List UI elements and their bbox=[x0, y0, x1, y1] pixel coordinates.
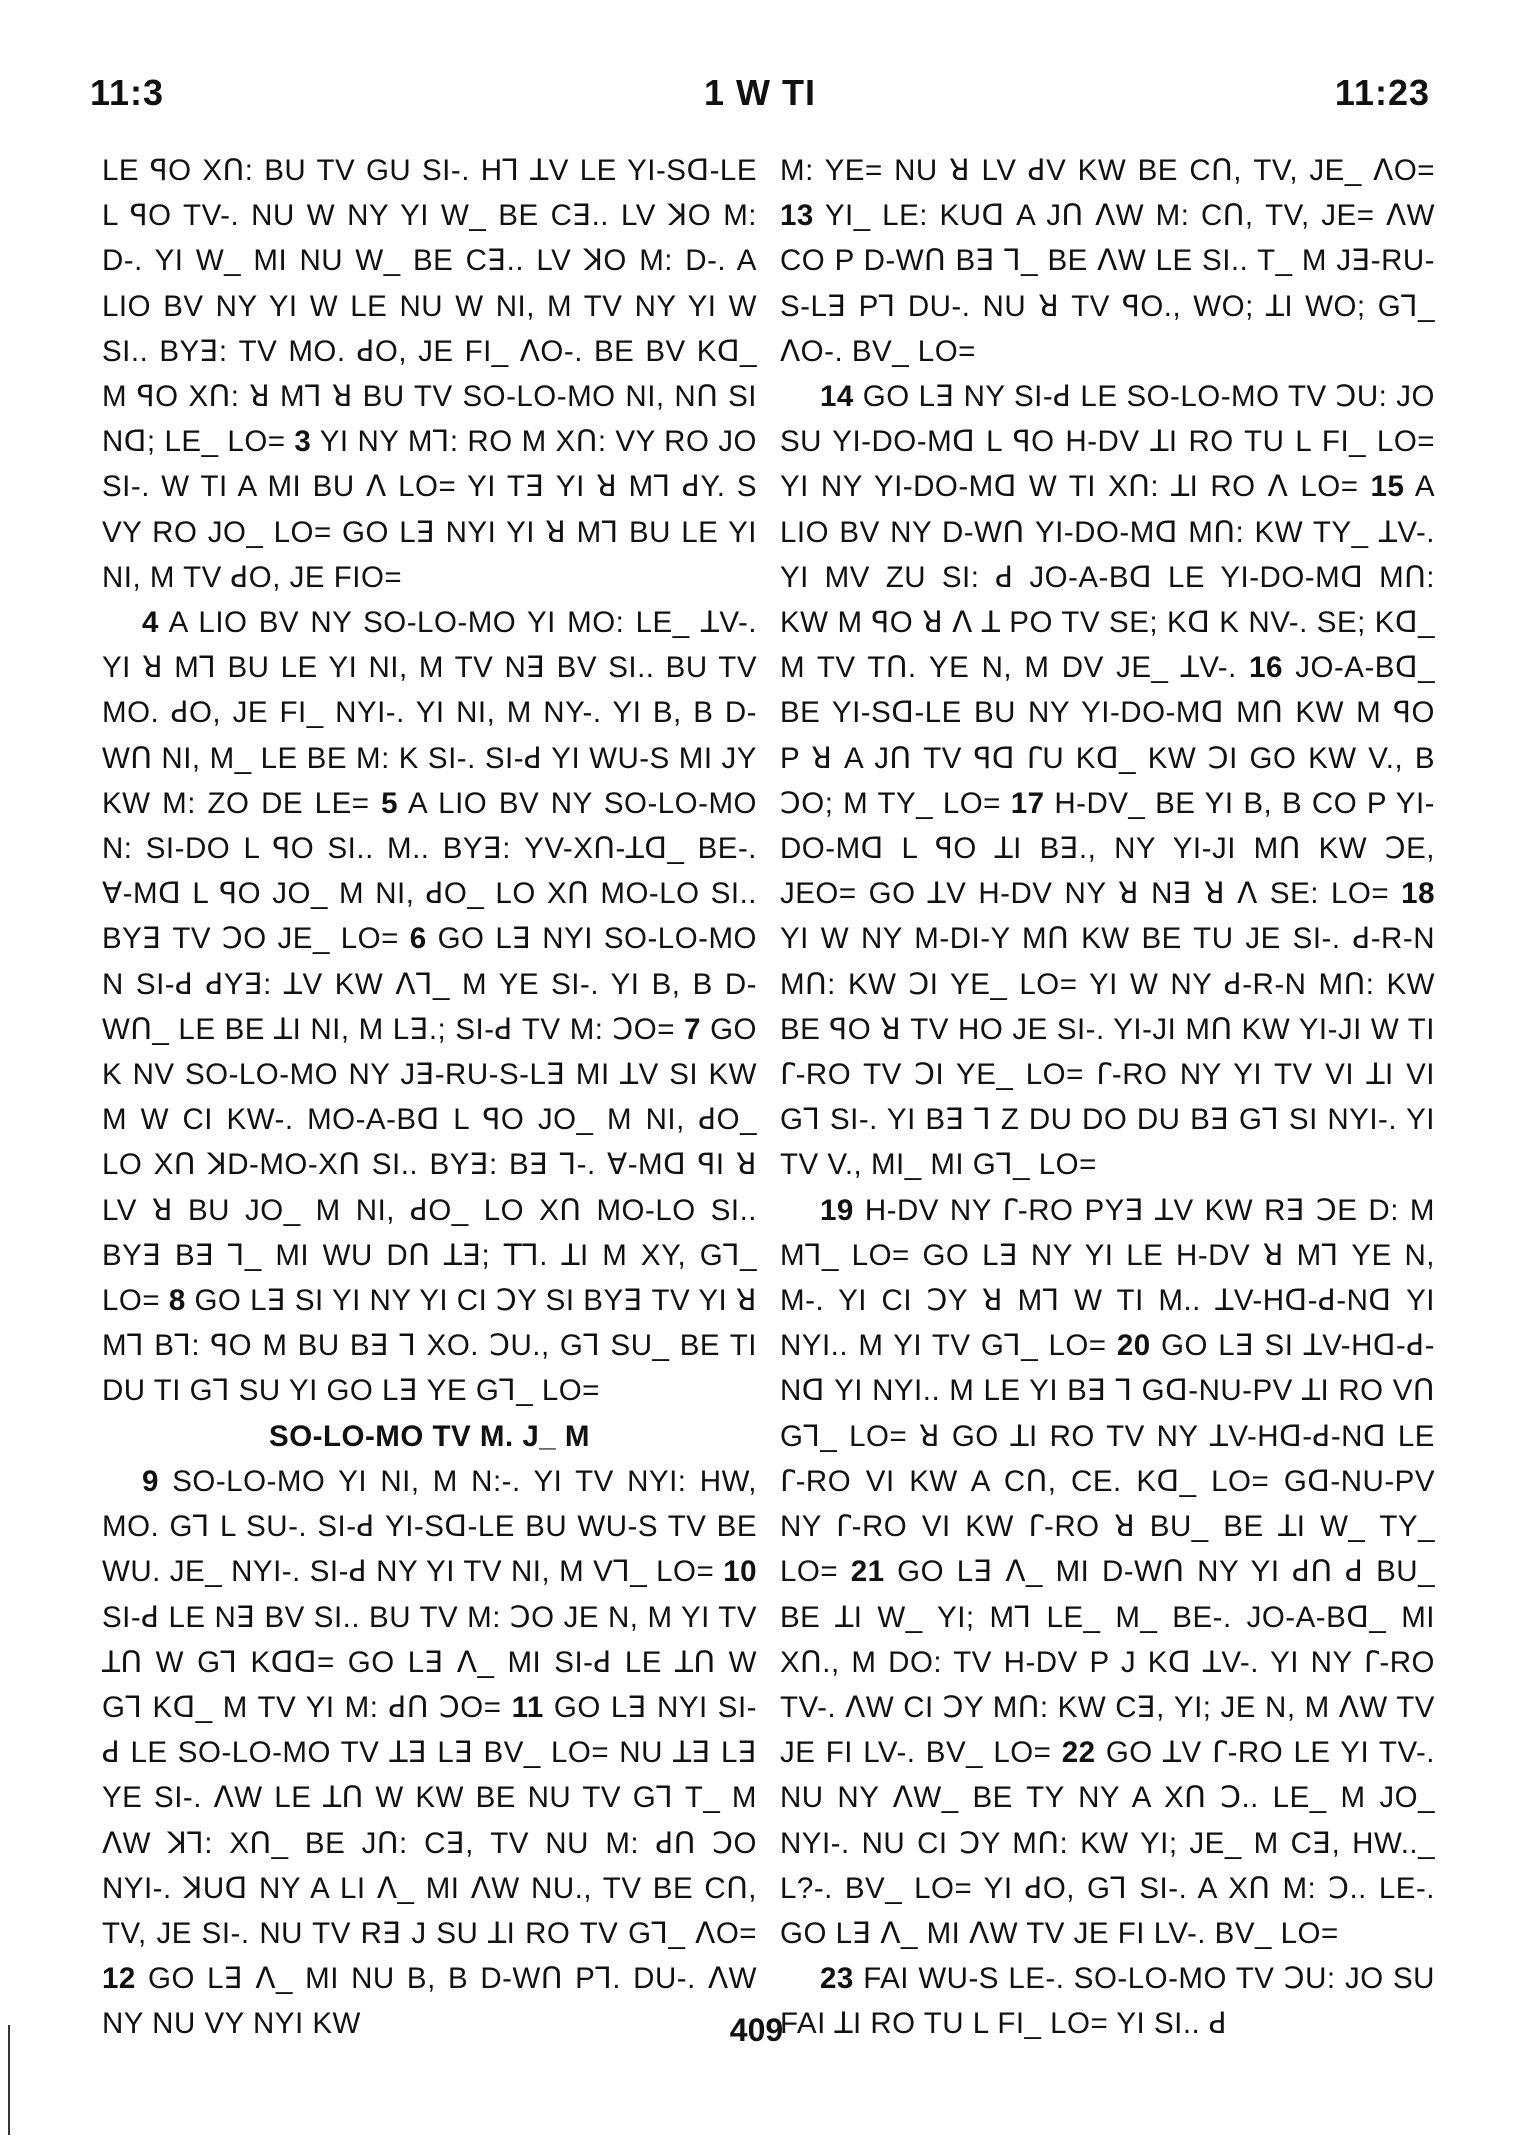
verse-number: 13 bbox=[780, 199, 814, 233]
text-run: GO Lꓱ NYI SO-LO-MO N SI-ꓒ ꓒYꓱ: ꓕV KW ꓥꓶ_ M YE SI-. YI B, B D-WՈ_ LE BE ꓕI NI, M Lꓱ.; SI-ꓒ TV M: ꓛO= bbox=[102, 922, 757, 1046]
text-run: LE ꟼO XՈ: BU TV GU SI-. Hꓶ ꓕV LE YI-Sꓷ-LE L ꟼO TV-. NU W NY YI W_ BE Cꓱ.. LV ꓘO M: D-. YI W_ MI NU W_ BE Cꓱ.. LV ꓘO M: D-. A LIO BV NY YI W LE NU W NI, M TV NY YI W SI.. BYꓱ: TV MO. ꓒO, JE FI_ ꓥO-. BE BV Kꓷ_ M ꟼO XՈ: ꓤ Mꓶ ꓤ BU TV SO-LO-MO NI, NՈ SI Nꓷ; LE_ LO= bbox=[102, 154, 757, 459]
page-number: 409 bbox=[729, 2012, 784, 2048]
verse-number: 14 bbox=[820, 380, 854, 414]
verse-number: 18 bbox=[1401, 877, 1435, 911]
right-text-column bbox=[780, 148, 1435, 2047]
verse-number: 21 bbox=[850, 1555, 885, 1589]
verse-number: 3 bbox=[294, 425, 312, 459]
text-run: GO Lꓱ ꓥ_ MI D-WՈ NY YI ꓒՈ ꓒ BU_ BE ꓕI W_ YI; Mꓶ LE_ M_ BE-. JO-A-Bꓷ_ MI XՈ., M DO: TV H-DV P J Kꓷ ꓕV-. YI NY ꓩ-RO TV-. ꓥW CI ꓛY MՈ: KW Cꓱ, YI; JE N, M ꓥW TV JE FI LV-. BV_ LO= bbox=[780, 1555, 1435, 1770]
verse-number: 10 bbox=[723, 1555, 758, 1589]
header-right-reference: 11:23 bbox=[1334, 72, 1430, 113]
text-run: H-DV NY ꓩ-RO PYꓱ ꓕV KW Rꓱ ꓛE D: M Mꓶ_ LO= GO Lꓱ NY YI LE H-DV ꓤ Mꓶ YE N, M-. YI CI ꓛY ꓤ Mꓶ W TI M.. ꓕV-Hꓷ-ꓒ-Nꓷ YI NYI.. M YI TV Gꓶ_ LO= bbox=[780, 1193, 1435, 1363]
text-run: A LIO BV NY SO-LO-MO N: SI-DO L ꟼO SI.. M.. BYꓱ: YV-XՈ-ꓕꓷ_ BE-. ꓯ-Mꓷ L ꟼO JO_ M NI, ꓒO_ LO XՈ MO-LO SI.. BYꓱ TV ꓛO JE_ LO= bbox=[102, 786, 757, 956]
text-run: SI-ꓒ LE Nꓱ BV SI.. BU TV M: ꓛO JE N, M YI TV ꓕՈ W Gꓶ Kꓷꓷ= GO Lꓱ ꓥ_ MI SI-ꓒ LE ꓕՈ W Gꓶ Kꓷ_ M TV YI M: ꓒՈ ꓛO= bbox=[102, 1600, 757, 1724]
text-run: YI W NY M-DI-Y MՈ KW BE TU JE SI-. ꓒ-R-N MՈ: KW ꓛI YE_ LO= YI W NY ꓒ-R-N MՈ: KW BE ꟼO ꓤ TV HO JE SI-. YI-JI MՈ KW YI-JI W TI ꓩ-RO TV ꓛI YE_ LO= ꓩ-RO NY YI TV VI ꓕI VI Gꓶ SI-. YI Bꓱ ꓶ Z DU DO DU Bꓱ Gꓶ SI NYI-. YI TV V., MI_ MI Gꓶ_ LO= bbox=[780, 922, 1435, 1182]
verse-number: 6 bbox=[409, 922, 427, 956]
text-run: GO Lꓱ SI ꓕV-Hꓷ-ꓒ-Nꓷ YI NYI.. M LE YI Bꓱ ꓶ Gꓷ-NU-PV ꓕI RO VՈ Gꓶ_ LO= ꓤ GO ꓕI RO TV NY ꓕV-Hꓷ-ꓒ-Nꓷ LE ꓩ-RO VI KW A CՈ, CE. Kꓷ_ LO= Gꓷ-NU-PV NY ꓩ-RO VI KW ꓩ-RO ꓤ BU_ BE ꓕI W_ TY_ LO= bbox=[780, 1329, 1435, 1589]
verse-number: 19 bbox=[820, 1193, 854, 1227]
paragraph bbox=[780, 374, 1435, 1188]
paragraph bbox=[102, 600, 757, 1414]
text-run: SO-LO-MO YI NI, M N:-. YI TV NYI: HW, MO. Gꓶ L SU-. SI-ꓒ YI-Sꓷ-LE BU WU-S TV BE WU. JE_ NYI-. SI-ꓒ NY YI TV NI, M Vꓶ_ LO= bbox=[102, 1464, 757, 1589]
header-book-title: 1 W TI bbox=[704, 72, 816, 113]
verse-number: 15 bbox=[1370, 470, 1405, 504]
paragraph bbox=[102, 1459, 757, 2047]
verse-number: 11 bbox=[511, 1690, 544, 1724]
text-run: A LIO BV NY D-WՈ YI-DO-Mꓷ MՈ: KW TY_ ꓕV-. YI MV ZU SI: ꓒ JO-A-Bꓷ LE YI-DO-Mꓷ MՈ: KW M ꟼO ꓤ ꓥ ꓕ PO TV SE; Kꓷ K NV-. SE; Kꓷ_ M TV TՈ. YE N, M DV JE_ ꓕV-. bbox=[780, 470, 1435, 685]
running-header bbox=[90, 72, 1430, 122]
verse-number: 17 bbox=[1010, 786, 1045, 820]
text-run: GO Lꓱ NY SI-ꓒ LE SO-LO-MO TV ꓛU: JO SU YI-DO-Mꓷ L ꟼO H-DV ꓕI RO TU L FI_ LO= YI NY YI-DO-Mꓷ W TI XՈ: ꓕI RO ꓥ LO= bbox=[780, 380, 1436, 504]
verse-number: 20 bbox=[1116, 1329, 1151, 1363]
left-text-column bbox=[102, 148, 757, 2047]
paragraph bbox=[780, 1188, 1435, 1956]
text-run: H-DV_ BE YI B, B CO P YI-DO-Mꓷ L ꟼO ꓕI Bꓱ., NY YI-JI MՈ KW ꓛE, JEO= GO ꓕV H-DV NY ꓤ Nꓱ ꓤ ꓥ SE: LO= bbox=[780, 786, 1436, 911]
margin-rule bbox=[8, 2025, 10, 2135]
verse-number: 9 bbox=[142, 1464, 159, 1498]
text-run: GO Lꓱ ꓥ_ MI NU B, B D-WՈ Pꓶ. DU-. ꓥW NY NU VY NYI KW bbox=[102, 1962, 757, 2041]
text-run: JO-A-Bꓷ_ BE YI-Sꓷ-LE BU NY YI-DO-Mꓷ MՈ KW M ꟼO P ꓤ A JՈ TV ꟼꓷ ꓩU Kꓷ_ KW ꓛI GO KW V., B ꓛO; M TY_ LO= bbox=[780, 651, 1435, 820]
text-run: M: YE= NU ꓤ LV ꓒV KW BE CՈ, TV, JE_ ꓥO= bbox=[780, 154, 1435, 187]
verse-number: 12 bbox=[102, 1962, 136, 1996]
text-run: GO Lꓱ SI YI NY YI CI ꓛY SI BYꓱ TV YI ꓤ Mꓶ Bꓶ: ꟼO M BU Bꓱ ꓶ XO. ꓛU., Gꓶ SU_ BE TI DU TI Gꓶ SU YI GO Lꓱ YE Gꓶ_ LO= bbox=[102, 1284, 757, 1408]
text-run: A LIO BV NY SO-LO-MO YI MO: LE_ ꓕV-. YI ꓤ Mꓶ BU LE YI NI, M TV Nꓱ BV SI.. BU TV MO. ꓒO, JE FI_ NYI-. YI NI, M NY-. YI B, B D-WՈ NI, M_ LE BE M: K SI-. SI-ꓒ YI WU-S MI JY KW M: ZO DE LE= bbox=[102, 606, 757, 820]
verse-number: 16 bbox=[1249, 651, 1283, 685]
header-left-reference: 11:3 bbox=[90, 72, 165, 113]
text-run: FAI WU-S LE-. SO-LO-MO TV ꓛU: JO SU FAI ꓕI RO TU L FI_ LO= YI SI.. ꓒ bbox=[780, 1962, 1435, 2041]
paragraph bbox=[102, 148, 757, 600]
verse-number: 8 bbox=[168, 1284, 186, 1318]
verse-number: 22 bbox=[1061, 1736, 1096, 1770]
section-heading: SO-LO-MO TV M. J_ M bbox=[269, 1419, 590, 1453]
text-run: GO ꓕV ꓩ-RO LE YI TV-. NU NY ꓥW_ BE TY NY A XՈ ꓛ.. LE_ M JO_ NYI-. NU CI ꓛY MՈ: KW YI; JE_ M Cꓱ, HW.._ L?-. BV_ LO= YI ꓒO, Gꓶ SI-. A XՈ M: ꓛ.. LE-. GO Lꓱ ꓥ_ MI ꓥW TV JE FI LV-. BV_ LO= bbox=[780, 1736, 1436, 1950]
text-run: GO Lꓱ NYI SI-ꓒ LE SO-LO-MO TV ꓕꓱ Lꓱ BV_ LO= NU ꓕꓱ Lꓱ YE SI-. ꓥW LE ꓕՈ W KW BE NU TV Gꓶ T_ M ꓥW ꓘꓶ: XՈ_ BE JՈ: Cꓱ, TV NU M: ꓒՈ ꓛO NYI-. ꓘUꓷ NY A LI ꓥ_ MI ꓥW NU., TV BE CՈ, TV, JE SI-. NU TV Rꓱ J SU ꓕI RO TV Gꓶ_ ꓥO= bbox=[102, 1690, 757, 1950]
text-run: GO K NV SO-LO-MO NY Jꓱ-RU-S-Lꓱ MI ꓕV SI KW M W CI KW-. MO-A-Bꓷ L ꟼO JO_ M NI, ꓒO_ LO XՈ ꓘD-MO-XՈ SI.. BYꓱ: Bꓱ ꓶ-. ꓯ-Mꓷ ꟼI ꓤ LV ꓤ BU JO_ M NI, ꓒO_ LO XՈ MO-LO SI.. BYꓱ Bꓱ ꓶ_ MI WU DՈ ꓕꓱ; ꓔꓶ. ꓕI M XY, Gꓶ_ LO= bbox=[102, 1012, 757, 1318]
verse-number: 4 bbox=[142, 606, 159, 640]
paragraph bbox=[780, 148, 1435, 374]
text-run: YI_ LE: KUꓷ A JՈ ꓥW M: CՈ, TV, JE= ꓥW CO P D-WՈ Bꓱ ꓶ_ BE ꓥW LE SI.. T_ M Jꓱ-RU-S-Lꓱ Pꓶ DU-. NU ꓤ TV ꟼO., WO; ꓕI WO; Gꓶ_ ꓥO-. BV_ LO= bbox=[780, 199, 1436, 368]
text-run: YI NY Mꓶ: RO M XՈ: VY RO JO SI-. W TI A MI BU ꓥ LO= YI Tꓱ YI ꓤ Mꓶ ꓒY. S VY RO JO_ LO= GO Lꓱ NYI YI ꓤ Mꓶ BU LE YI NI, M TV ꓒO, JE FIO= bbox=[102, 425, 757, 594]
verse-number: 7 bbox=[684, 1012, 701, 1046]
verse-number: 5 bbox=[381, 786, 399, 820]
verse-number: 23 bbox=[820, 1962, 854, 1996]
